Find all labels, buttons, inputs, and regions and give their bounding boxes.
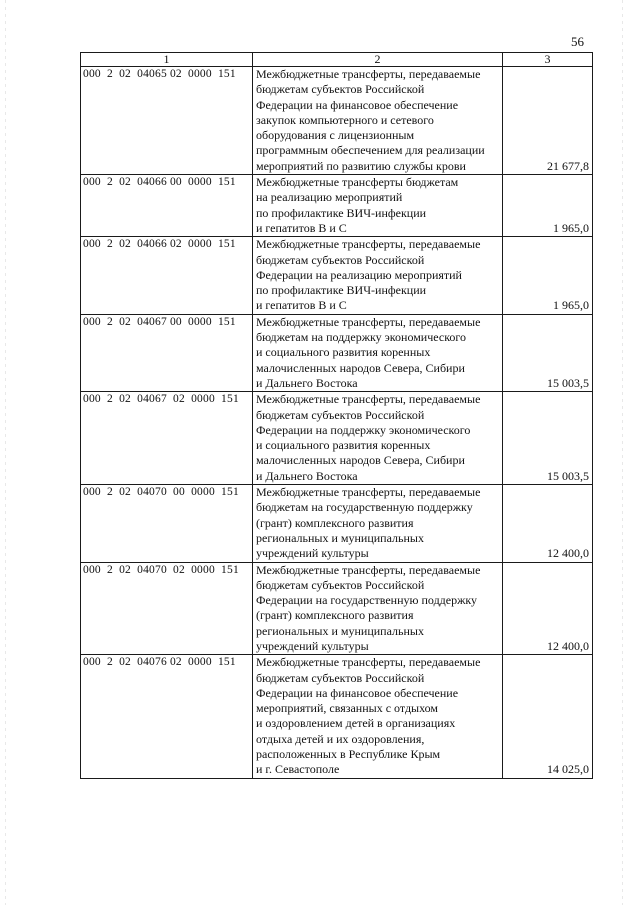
column-header-code: 1 [81,53,253,67]
budget-code-cell: 000 2 02 04070 02 0000 151 [81,562,253,655]
amount-cell: 15 003,5 [503,392,593,485]
description-line: Федерации на реализацию мероприятий [256,267,462,282]
description-line: по профилактике ВИЧ-инфекции [256,283,427,298]
description-line: бюджетам субъектов Российской [256,577,425,592]
amount-cell: 12 400,0 [503,485,593,562]
description-line: на реализацию мероприятий [256,190,403,205]
description-line: мероприятий по развитию службы крови [256,158,466,173]
amount-cell: 21 677,8 [503,67,593,175]
budget-table [80,52,593,779]
description-line: по профилактике ВИЧ-инфекции [256,205,427,220]
amount-cell: 1 965,0 [503,175,593,237]
description-line: учреждений культуры [256,638,369,653]
description-cell [253,392,503,485]
amount-cell: 14 025,0 [503,655,593,778]
description-line: Межбюджетные трансферты, передаваемые [256,237,481,252]
description-cell [253,237,503,314]
description-line: бюджетам субъектов Российской [256,82,425,97]
description-line: бюджетам на государственную поддержку [256,500,473,515]
budget-code-cell: 000 2 02 04076 02 0000 151 [81,655,253,778]
description-line: и социального развития коренных [256,345,431,360]
description-line: и Дальнего Востока [256,468,358,483]
description-line: региональных и муниципальных [256,623,424,638]
description-line: и Дальнего Востока [256,375,358,390]
description-line: Межбюджетные трансферты бюджетам [256,175,459,190]
amount-cell: 12 400,0 [503,562,593,655]
table-body [81,67,593,779]
table-row [81,392,593,485]
table-row [81,655,593,778]
scan-edge-right [622,0,623,905]
column-header-description: 2 [253,53,503,67]
description-line: бюджетам на поддержку экономического [256,330,467,345]
description-line: (грант) комплексного развития [256,608,414,623]
description-cell [253,485,503,562]
budget-code-cell: 000 2 02 04066 00 0000 151 [81,175,253,237]
description-line: (грант) комплексного развития [256,515,414,530]
description-line: малочисленных народов Севера, Сибири [256,453,465,468]
description-cell [253,655,503,778]
description-line: программным обеспечением для реализации [256,143,485,158]
description-line: Федерации на поддержку экономического [256,422,471,437]
table-row [81,67,593,175]
amount-cell: 1 965,0 [503,237,593,314]
description-line: Федерации на государственную поддержку [256,593,478,608]
description-cell [253,67,503,175]
description-line: бюджетам субъектов Российской [256,670,425,685]
description-line: Федерации на финансовое обеспечение [256,685,459,700]
description-line: Межбюджетные трансферты, передаваемые [256,67,481,81]
budget-code-cell: 000 2 02 04067 00 0000 151 [81,314,253,391]
description-line: мероприятий, связанных с отдыхом [256,701,439,716]
description-line: и социального развития коренных [256,438,431,453]
table-header-row [81,53,593,67]
description-line: Федерации на финансовое обеспечение [256,97,459,112]
page-number: 56 [571,34,584,49]
description-line: и гепатитов В и С [256,220,347,235]
description-line: Межбюджетные трансферты, передаваемые [256,314,481,329]
description-line: Межбюджетные трансферты, передаваемые [256,655,481,670]
description-cell [253,175,503,237]
description-line: расположенных в Республике Крым [256,747,441,762]
description-line: и г. Севастополе [256,762,340,777]
table-row [81,175,593,237]
column-header-amount: 3 [503,53,593,67]
description-line: бюджетам субъектов Российской [256,407,425,422]
description-line: региональных и муниципальных [256,530,424,545]
scan-edge-left [5,0,6,905]
description-cell [253,562,503,655]
description-line: закупок компьютерного и сетевого [256,112,434,127]
description-cell [253,314,503,391]
description-line: Межбюджетные трансферты, передаваемые [256,392,481,407]
budget-code-cell: 000 2 02 04065 02 0000 151 [81,67,253,175]
description-line: и гепатитов В и С [256,298,347,313]
description-line: и оздоровлением детей в организациях [256,716,456,731]
table-row [81,314,593,391]
description-line: учреждений культуры [256,546,369,561]
description-line: Межбюджетные трансферты, передаваемые [256,562,481,577]
table-row [81,237,593,314]
description-line: Межбюджетные трансферты, передаваемые [256,485,481,500]
budget-code-cell: 000 2 02 04070 00 0000 151 [81,485,253,562]
table-row [81,562,593,655]
description-line: оборудования с лицензионным [256,128,415,143]
table-row [81,485,593,562]
budget-code-cell: 000 2 02 04067 02 0000 151 [81,392,253,485]
description-line: малочисленных народов Севера, Сибири [256,360,465,375]
description-line: бюджетам субъектов Российской [256,252,425,267]
amount-cell: 15 003,5 [503,314,593,391]
budget-code-cell: 000 2 02 04066 02 0000 151 [81,237,253,314]
description-line: отдыха детей и их оздоровления, [256,731,425,746]
